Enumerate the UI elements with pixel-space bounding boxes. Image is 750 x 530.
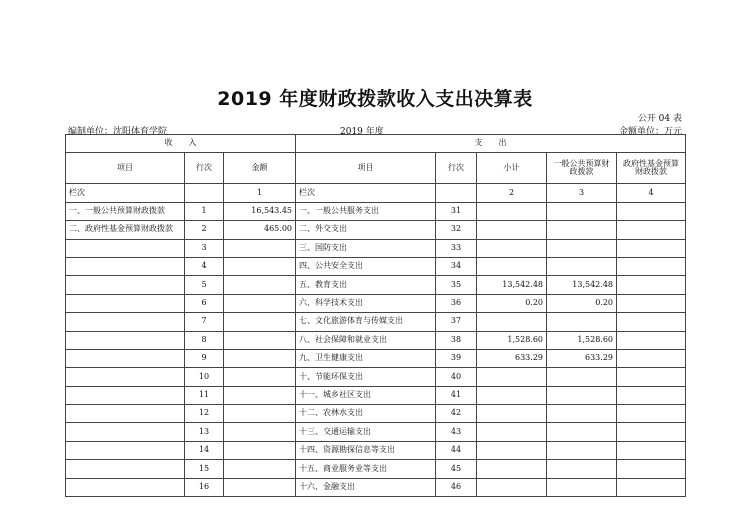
col-index-3: 3 (547, 184, 617, 202)
income-amount-cell (224, 460, 296, 478)
general-budget-cell (547, 239, 617, 257)
general-budget-cell: 0.20 (547, 294, 617, 312)
income-amount-cell (224, 257, 296, 275)
income-item-cell (66, 386, 185, 404)
subtotal-cell (477, 313, 547, 331)
subtotal-cell (477, 239, 547, 257)
gov-fund-cell (617, 423, 686, 441)
subtotal-cell (477, 478, 547, 496)
income-item-cell (66, 441, 185, 459)
expense-line-cell: 44 (436, 441, 477, 459)
col-index-empty (436, 184, 477, 202)
org-name: 编制单位：沈阳体育学院 (68, 127, 168, 137)
income-line-cell: 4 (185, 257, 224, 275)
income-item-cell: 二、政府性基金预算财政拨款 (66, 221, 185, 239)
table-row (66, 405, 686, 423)
income-line-cell: 12 (185, 405, 224, 423)
income-amount-cell (224, 349, 296, 367)
income-line-cell: 5 (185, 276, 224, 294)
income-line-cell: 2 (185, 221, 224, 239)
income-amount-cell (224, 386, 296, 404)
table-row (66, 313, 686, 331)
income-amount-cell (224, 294, 296, 312)
general-budget-cell: 1,528.60 (547, 331, 617, 349)
income-item-cell (66, 257, 185, 275)
income-line-cell: 13 (185, 423, 224, 441)
expense-line-cell: 35 (436, 276, 477, 294)
subtotal-cell: 0.20 (477, 294, 547, 312)
expense-item-cell: 二、外交支出 (296, 221, 436, 239)
income-header: 收 入 (66, 135, 296, 153)
gov-fund-cell (617, 441, 686, 459)
table-row (66, 349, 686, 367)
income-amount-header: 金额 (224, 153, 296, 184)
subtotal-cell (477, 257, 547, 275)
expense-line-cell: 32 (436, 221, 477, 239)
expense-item-cell: 十四、资源勘探信息等支出 (296, 441, 436, 459)
column-header-row (66, 153, 686, 184)
table-row (66, 368, 686, 386)
col-index-2: 2 (477, 184, 547, 202)
gov-fund-cell (617, 313, 686, 331)
general-budget-cell (547, 478, 617, 496)
expense-line-cell: 43 (436, 423, 477, 441)
table-row (66, 257, 686, 275)
general-budget-cell (547, 405, 617, 423)
expense-item-cell: 七、文化旅游体育与传媒支出 (296, 313, 436, 331)
gov-fund-cell (617, 257, 686, 275)
table-row (66, 441, 686, 459)
income-item-cell: 一、一般公共预算财政拨款 (66, 202, 185, 220)
expense-item-cell: 九、卫生健康支出 (296, 349, 436, 367)
gov-fund-cell (617, 405, 686, 423)
income-line-cell: 8 (185, 331, 224, 349)
col-index-label: 栏次 (66, 184, 185, 202)
income-item-cell (66, 460, 185, 478)
income-line-cell: 14 (185, 441, 224, 459)
amount-unit: 金额单位：万元 (618, 127, 682, 137)
income-line-cell: 3 (185, 239, 224, 257)
expense-line-cell: 41 (436, 386, 477, 404)
subtotal-cell: 13,542.48 (477, 276, 547, 294)
expense-item-cell: 十五、商业服务业等支出 (296, 460, 436, 478)
subtotal-cell (477, 423, 547, 441)
table-row (66, 294, 686, 312)
gov-fund-cell (617, 221, 686, 239)
gov-fund-cell (617, 386, 686, 404)
income-amount-cell (224, 478, 296, 496)
income-line-cell: 15 (185, 460, 224, 478)
col-index-1: 1 (224, 184, 296, 202)
table-row (66, 276, 686, 294)
expense-item-header: 项目 (296, 153, 436, 184)
income-line-cell: 11 (185, 386, 224, 404)
income-item-cell (66, 368, 185, 386)
income-amount-cell: 16,543.45 (224, 202, 296, 220)
expense-line-cell: 38 (436, 331, 477, 349)
income-item-cell (66, 276, 185, 294)
income-item-cell (66, 294, 185, 312)
gov-fund-header: 政府性基金预算财政拨款 (617, 153, 686, 184)
table-row (66, 239, 686, 257)
subtotal-cell (477, 460, 547, 478)
gov-fund-cell (617, 460, 686, 478)
income-amount-cell (224, 405, 296, 423)
table-row (66, 423, 686, 441)
expense-item-cell: 八、社会保障和就业支出 (296, 331, 436, 349)
gov-fund-cell (617, 331, 686, 349)
general-budget-cell (547, 221, 617, 239)
expense-item-cell: 十六、金融支出 (296, 478, 436, 496)
income-item-header: 项目 (66, 153, 185, 184)
expense-line-cell: 45 (436, 460, 477, 478)
expense-line-cell: 33 (436, 239, 477, 257)
table-row (66, 202, 686, 220)
report-year: 2019 年度 (340, 127, 384, 137)
general-budget-cell (547, 441, 617, 459)
expense-item-cell: 十一、城乡社区支出 (296, 386, 436, 404)
expense-line-cell: 37 (436, 313, 477, 331)
general-budget-cell (547, 460, 617, 478)
gov-fund-cell (617, 239, 686, 257)
col-index-4: 4 (617, 184, 686, 202)
gov-fund-cell (617, 349, 686, 367)
page-title: 2019 年度财政拨款收入支出决算表 (217, 88, 533, 110)
expense-item-cell: 一、一般公共服务支出 (296, 202, 436, 220)
income-line-cell: 6 (185, 294, 224, 312)
income-item-cell (66, 423, 185, 441)
general-budget-cell (547, 386, 617, 404)
income-line-header: 行次 (185, 153, 224, 184)
subtotal-cell (477, 368, 547, 386)
income-item-cell (66, 313, 185, 331)
expense-item-cell: 十二、农林水支出 (296, 405, 436, 423)
income-amount-cell (224, 331, 296, 349)
income-amount-cell (224, 239, 296, 257)
general-budget-cell (547, 257, 617, 275)
section-header-row (66, 135, 686, 153)
income-amount-cell (224, 441, 296, 459)
general-budget-cell: 633.29 (547, 349, 617, 367)
general-budget-cell (547, 423, 617, 441)
expense-item-cell: 五、教育支出 (296, 276, 436, 294)
expense-line-cell: 39 (436, 349, 477, 367)
form-number: 公开 04 表 (637, 114, 682, 124)
table-row (66, 460, 686, 478)
column-index-row (66, 184, 686, 202)
income-line-cell: 1 (185, 202, 224, 220)
income-amount-cell: 465.00 (224, 221, 296, 239)
subtotal-cell (477, 386, 547, 404)
general-budget-cell (547, 313, 617, 331)
income-line-cell: 7 (185, 313, 224, 331)
income-line-cell: 9 (185, 349, 224, 367)
general-budget-cell (547, 368, 617, 386)
income-item-cell (66, 478, 185, 496)
gov-fund-cell (617, 368, 686, 386)
income-item-cell (66, 331, 185, 349)
col-index-expense-label: 栏次 (296, 184, 436, 202)
table-row (66, 331, 686, 349)
subtotal-cell (477, 202, 547, 220)
expense-line-cell: 31 (436, 202, 477, 220)
general-budget-cell: 13,542.48 (547, 276, 617, 294)
subtotal-cell (477, 405, 547, 423)
expense-line-cell: 36 (436, 294, 477, 312)
gov-fund-cell (617, 276, 686, 294)
expense-line-cell: 42 (436, 405, 477, 423)
expense-item-cell: 四、公共安全支出 (296, 257, 436, 275)
subtotal-cell (477, 221, 547, 239)
gov-fund-cell (617, 294, 686, 312)
table-row (66, 221, 686, 239)
subtotal-cell: 633.29 (477, 349, 547, 367)
income-amount-cell (224, 368, 296, 386)
general-budget-cell (547, 202, 617, 220)
expense-item-cell: 十三、交通运输支出 (296, 423, 436, 441)
income-item-cell (66, 349, 185, 367)
income-amount-cell (224, 313, 296, 331)
subtotal-header: 小计 (477, 153, 547, 184)
expense-line-cell: 46 (436, 478, 477, 496)
table-row (66, 478, 686, 496)
expense-item-cell: 三、国防支出 (296, 239, 436, 257)
expense-item-cell: 十、节能环保支出 (296, 368, 436, 386)
expense-header: 支 出 (296, 135, 686, 153)
table-row (66, 386, 686, 404)
expense-item-cell: 六、科学技术支出 (296, 294, 436, 312)
income-item-cell (66, 239, 185, 257)
general-budget-header: 一般公共预算财政拨款 (547, 153, 617, 184)
income-amount-cell (224, 276, 296, 294)
expense-line-cell: 40 (436, 368, 477, 386)
subtotal-cell: 1,528.60 (477, 331, 547, 349)
gov-fund-cell (617, 478, 686, 496)
expense-line-cell: 34 (436, 257, 477, 275)
gov-fund-cell (617, 202, 686, 220)
income-line-cell: 10 (185, 368, 224, 386)
col-index-empty (185, 184, 224, 202)
income-item-cell (66, 405, 185, 423)
expense-line-header: 行次 (436, 153, 477, 184)
income-line-cell: 16 (185, 478, 224, 496)
budget-table (65, 134, 686, 497)
subtotal-cell (477, 441, 547, 459)
income-amount-cell (224, 423, 296, 441)
